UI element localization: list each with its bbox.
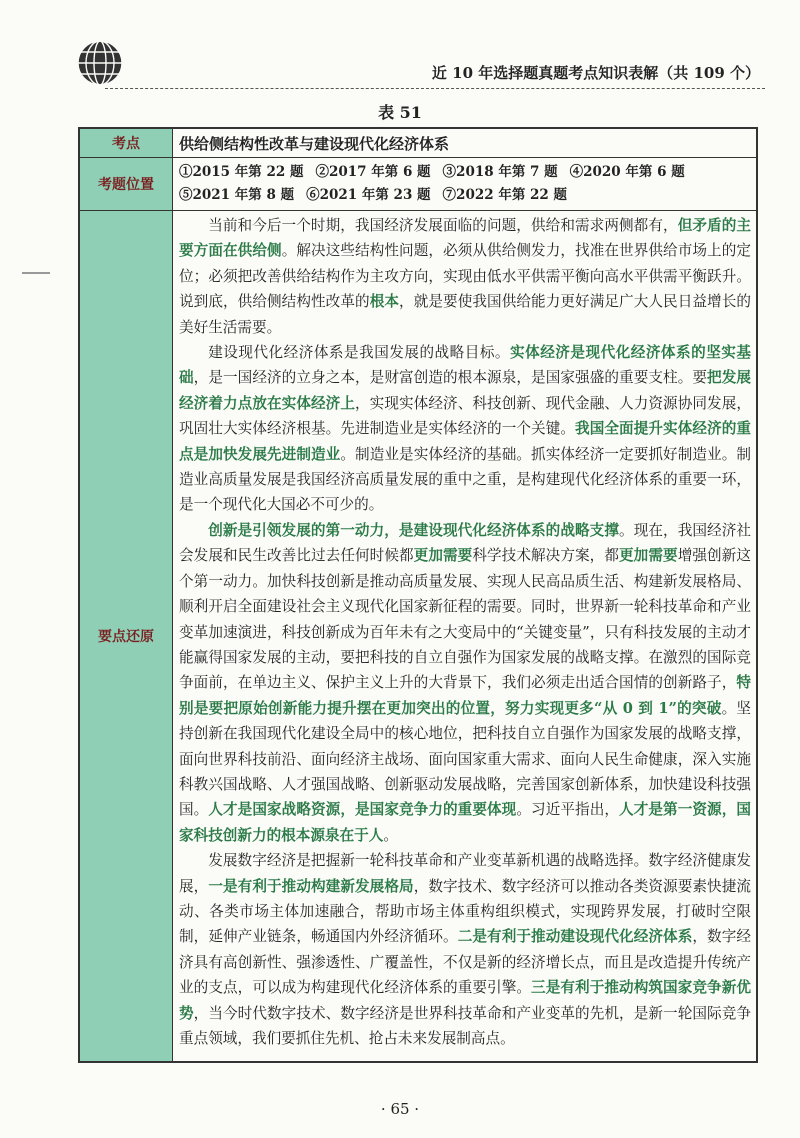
body-text: ，实现实体经济、科技创新、现代金融、人力资源协同发展，巩固壮大实体经济根基。先进制造业是实体经济的一个关键。 [179, 394, 751, 438]
position-label: 考题位置 [79, 158, 173, 211]
body-text: 。坚持创新在我国现代化建设全局中的核心地位，把科技自立自强作为国家发展的战略支撑，面向世界科技前沿、面向经济主战场、面向国家重大需求、面向人民生命健康，深入实施科教兴国战略、人才强国战略、创新驱动发展战略，完善国家创新体系，加快建设科技强国。 [179, 699, 751, 819]
content-row [79, 211, 757, 1063]
knowledge-table [78, 127, 758, 1063]
highlight-text: 人才是第一资源，国家科技创新力的根本源泉在于人 [179, 801, 751, 844]
position-item: ②2017 年第 6 题 [315, 164, 431, 180]
body-text: 。习近平指出， [516, 801, 620, 819]
body-text: 增强创新这个第一动力。加快科技创新是推动高质量发展、实现人民高品质生活、构建新发展格局、顺利开启全面建设社会主义现代化国家新征程的需要。同时，世界新一轮科技革命和产业变革加速演进，科技创新成为百年未有之大变局中的“关键变量”，只有科技发展的主动才能赢得国家发展的主动，要把科技的自立自强作为国家发展的战略支撑。在激烈的国际竞争面前，在单边主义、保护主义上升的大背景下，我们必须走出适合国情的创新路子， [179, 547, 751, 692]
body-text: ，当今时代数字技术、数字经济是世界科技革命和产业变革的先机，是新一轮国际竞争重点领域，我们要抓住先机、抢占未来发展制高点。 [179, 1004, 751, 1047]
position-item: ④2020 年第 6 题 [569, 164, 685, 180]
content-label: 要点还原 [79, 211, 173, 1063]
running-header: 近 10 年选择题真题考点知识表解（共 109 个） [431, 64, 760, 82]
body-text: 科学技术解决方案，都 [472, 547, 620, 565]
position-item: ⑥2021 年第 23 题 [306, 187, 431, 203]
content-paragraph [179, 340, 751, 518]
body-text: 。 [383, 826, 398, 844]
header-divider [105, 88, 765, 89]
body-text: ，数字经济具有高创新性、强渗透性、广覆盖性，不仅是新的经济增长点，而且是改造提升传统产业的支点，可以成为构建现代化经济体系的重要引擎。 [179, 928, 751, 997]
body-text: 。制造业是实体经济的基础。抓实体经济一定要抓好制造业。制造业高质量发展是我国经济高质量发展的重中之重，是构建现代化经济体系的重要一环，是一个现代化大国必不可少的。 [179, 445, 751, 514]
page-number: · 65 · [380, 1100, 420, 1118]
content-body [173, 211, 758, 1063]
content-paragraph [179, 518, 751, 848]
body-text: 。解决这些结构性问题，必须从供给侧发力，找准在世界供给市场上的定位；必须把改善供给结构作为主攻方向，实现由低水平供需平衡向高水平供需平衡跃升。说到底，供给侧结构性改革的 [179, 242, 751, 311]
topic-label: 考点 [79, 128, 173, 158]
topic-row [79, 128, 757, 158]
body-text: ，是一国经济的立身之本，是财富创造的根本源泉，是国家强盛的重要支柱。要 [193, 369, 708, 387]
highlight-text: 根本 [369, 293, 400, 311]
highlight-text: 特别是要把原始创新能力提升摆在更加突出的位置，努力实现更多“从 0 到 1”的突破 [179, 674, 751, 717]
highlight-text: 人才是国家战略资源，是国家竞争力的重要体现 [208, 801, 517, 819]
scan-mark [22, 272, 50, 274]
position-list [173, 158, 758, 211]
body-text: 。现在，我国经济社会发展和民生改善比过去任何时候都 [179, 521, 751, 565]
position-item: ⑤2021 年第 8 题 [179, 187, 295, 203]
highlight-text: 我国全面提升实体经济的重点是加快发展先进制造业 [179, 420, 751, 463]
body-text: ，数字技术、数字经济可以推动各类资源要素快捷流动、各类市场主体加速融合，帮助市场主体重构组织模式，实现跨界发展，打破时空限制，延伸产业链条，畅通国内外经济循环。 [179, 877, 751, 946]
highlight-text: 更加需要 [619, 547, 678, 565]
position-item: ③2018 年第 7 题 [442, 164, 558, 180]
highlight-text: 但矛盾的主要方面在供给侧 [179, 217, 751, 260]
body-text: ，就是要使我国供给能力更好满足广大人民日益增长的美好生活需要。 [179, 293, 751, 336]
highlight-text: 实体经济是现代化经济体系的坚实基础 [179, 344, 751, 387]
highlight-text: 一是有利于推动构建新发展格局 [208, 877, 414, 895]
position-item: ⑦2022 年第 22 题 [442, 187, 568, 203]
position-row [79, 158, 757, 211]
body-text: 当前和今后一个时期，我国经济发展面临的问题，供给和需求两侧都有， [208, 217, 678, 234]
highlight-text: 更加需要 [413, 547, 473, 565]
globe-logo-icon [75, 38, 125, 88]
content-paragraph [179, 848, 751, 1051]
highlight-text: 创新是引领发展的第一动力，是建设现代化经济体系的战略支撑 [208, 521, 620, 539]
highlight-text: 二是有利于推动建设现代化经济体系 [457, 928, 693, 946]
topic-value: 供给侧结构性改革与建设现代化经济体系 [173, 128, 758, 158]
body-text: 建设现代化经济体系是我国发展的战略目标。 [208, 344, 511, 362]
content-paragraph [179, 213, 751, 340]
position-item: ①2015 年第 22 题 [179, 164, 304, 180]
highlight-text: 三是有利于推动构筑国家竞争新优势 [179, 979, 751, 1022]
highlight-text: 把发展经济着力点放在实体经济上 [179, 369, 751, 412]
body-text: 发展数字经济是把握新一轮科技革命和产业变革新机遇的战略选择。数字经济健康发展， [179, 852, 751, 895]
table-title: 表 51 [378, 103, 422, 122]
